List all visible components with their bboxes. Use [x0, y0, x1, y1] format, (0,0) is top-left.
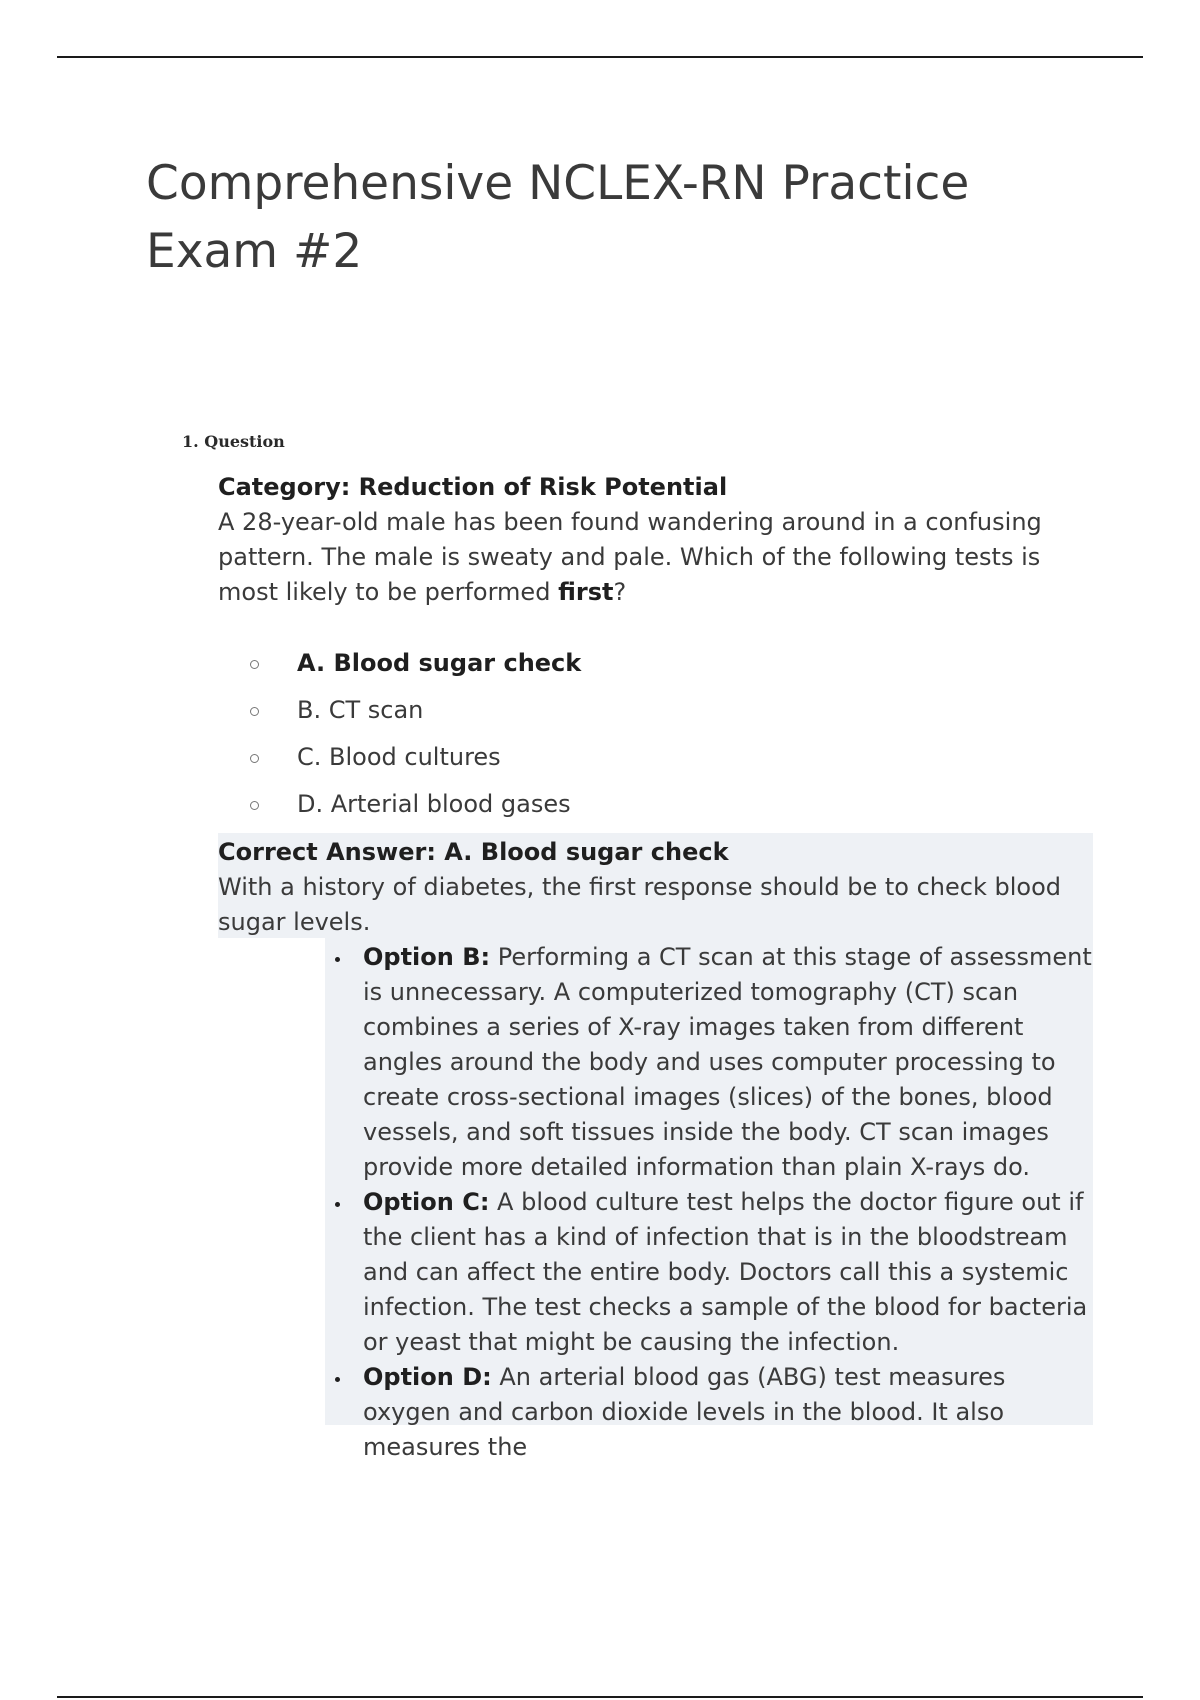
explanation-item [335, 1185, 1095, 1360]
page-title: Comprehensive NCLEX-RN Practice Exam #2 [146, 156, 970, 279]
explanation-list [335, 940, 1095, 1465]
explanation-label: Option D: [363, 1363, 492, 1391]
bullet-icon [335, 1202, 340, 1207]
explanation-item [335, 1360, 1095, 1465]
radio-circle-icon [250, 707, 259, 716]
option-label: A. Blood sugar check [297, 649, 582, 677]
footer-rule [57, 1696, 1143, 1698]
radio-circle-icon [250, 754, 259, 763]
stem-end: ? [613, 578, 627, 606]
question-category: Category: Reduction of Risk Potential [218, 473, 728, 501]
explanation-text: Performing a CT scan at this stage of assessment is unnecessary. A computerized tomography (CT) scan combines a series of X-ray images taken from different angles around the body and uses computer processing to create cross-sectional images (slices) of the bones, blood vessels, and soft tissues inside the body. CT scan images provide more detailed information than plain X-rays do. [363, 943, 1092, 1181]
stem-text: A 28-year-old male has been found wandering around in a confusing pattern. The male is sweaty and pale. Which of the following tests is most likely to be performed [218, 508, 1042, 606]
explanation-item [335, 940, 1095, 1185]
explanation-label: Option C: [363, 1188, 490, 1216]
question-number: 1. Question [182, 432, 285, 451]
radio-circle-icon [250, 801, 259, 810]
radio-circle-icon [250, 660, 259, 669]
option-label: B. CT scan [297, 696, 424, 724]
explanation-label: Option B: [363, 943, 491, 971]
correct-answer-title: Correct Answer: A. Blood sugar check [218, 838, 729, 866]
option-label: D. Arterial blood gases [297, 790, 571, 818]
correct-answer-text: With a history of diabetes, the first response should be to check blood sugar levels. [218, 873, 1062, 936]
explanation-text: A blood culture test helps the doctor figure out if the client has a kind of infection that is in the bloodstream and can affect the entire body. Doctors call this a systemic infection. The test checks a sample of the blood for bacteria or yeast that might be causing the infection. [363, 1188, 1088, 1356]
stem-emphasis: first [558, 578, 614, 606]
question-stem [218, 505, 1088, 610]
bullet-icon [335, 957, 340, 962]
option-label: C. Blood cultures [297, 743, 501, 771]
bullet-icon [335, 1377, 340, 1382]
header-rule [57, 56, 1143, 58]
explanation-text: An arterial blood gas (ABG) test measures oxygen and carbon dioxide levels in the blood. It also measures the [363, 1363, 1006, 1461]
